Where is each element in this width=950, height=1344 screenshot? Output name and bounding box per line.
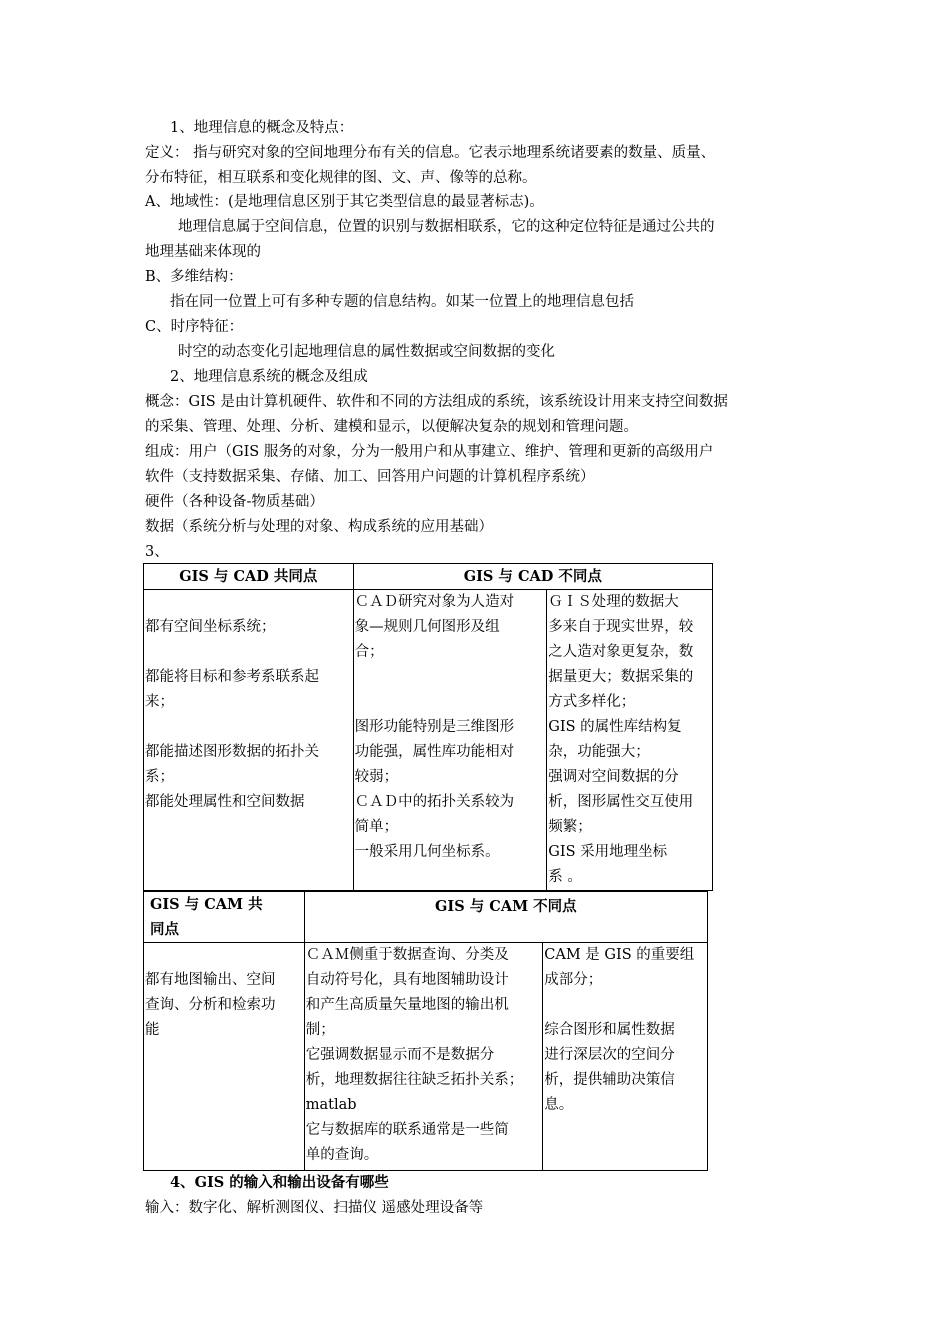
feature-b-text: 指在同一位置上可有多种专题的信息结构。如某一位置上的地理信息包括	[170, 294, 634, 310]
section-1-title: 1、地理信息的概念及特点：	[170, 120, 354, 136]
cad-diff-cell: ＣＡＤ研究对象为人造对 象—规则几何图形及组 合； 图形功能特别是三维图形 功能强，属性库功能相对 较弱； ＣＡＤ中的拓扑关系较为 简单； 一般采用几何坐标系。	[353, 590, 547, 891]
section-2-title: 2、地理信息系统的概念及组成	[170, 369, 368, 385]
gis-cam-table	[143, 891, 708, 1171]
gis-cad-same-header: GIS 与 CAD 共同点	[144, 564, 354, 590]
feature-a-heading: A、地域性：(是地理信息区别于其它类型信息的最显著标志)。	[145, 194, 544, 210]
concept-line-2: 的采集、管理、处理、分析、建模和显示，以便解决复杂的规划和管理问题。	[145, 419, 638, 435]
gis-cam-same-cell: 都有地图输出、空间 查询、分析和检索功 能	[144, 943, 305, 1171]
composition-users: 组成：用户（GIS 服务的对象，分为一般用户和从事建立、维护、管理和更新的高级用户	[145, 444, 714, 460]
feature-a-text-1: 地理信息属于空间信息，位置的识别与数据相联系，它的这种定位特征是通过公共的	[178, 219, 715, 235]
feature-b-heading: B、多维结构：	[145, 269, 243, 285]
input-devices: 输入：数字化、解析测图仪、扫描仪 遥感处理设备等	[145, 1200, 484, 1216]
definition-line-1: 定义： 指与研究对象的空间地理分布有关的信息。它表示地理系统诸要素的数量、质量、	[145, 145, 716, 161]
composition-data: 数据（系统分析与处理的对象、构成系统的应用基础）	[145, 519, 493, 535]
concept-line-1: 概念：GIS 是由计算机硬件、软件和不同的方法组成的系统，该系统设计用来支持空间数据	[145, 394, 728, 410]
gis-cad-same-cell: 都有空间坐标系统； 都能将目标和参考系联系起 来； 都能描述图形数据的拓扑关 系； 都能处理属性和空间数据	[144, 590, 354, 891]
gis-diff-cell: ＧＩＳ处理的数据大 多来自于现实世界，较 之人造对象更复杂，数 据量更大；数据采集的 方式多样化； GIS 的属性库结构复 杂，功能强大； 强调对空间数据的分 析，图形属性交互使用 频繁； GIS 采用地理坐标 系 。	[547, 590, 713, 891]
section-4-title: 4、GIS 的输入和输出设备有哪些	[170, 1174, 389, 1191]
gis-cam-same-header: GIS 与 CAM 共 同点	[144, 892, 305, 943]
section-3-title: 3、	[145, 544, 169, 560]
gis-cam-diff-cell: CAM 是 GIS 的重要组 成部分； 综合图形和属性数据 进行深层次的空间分 析，提供辅助决策信 息。	[543, 943, 708, 1171]
composition-hardware: 硬件（各种设备-物质基础）	[145, 494, 324, 510]
feature-c-text: 时空的动态变化引起地理信息的属性数据或空间数据的变化	[178, 344, 555, 360]
gis-cam-diff-header: GIS 与 CAM 不同点	[304, 892, 707, 943]
gis-cad-table	[143, 563, 713, 891]
feature-a-text-2: 地理基础来体现的	[145, 244, 261, 260]
cam-diff-cell: ＣＡＭ侧重于数据查询、分类及 自动符号化，具有地图辅助设计 和产生高质量矢量地图的输出机 制； 它强调数据显示而不是数据分 析，地理数据往往缺乏拓扑关系； matlab 它与数据库的联系通常是一些简 单的查询。	[304, 943, 543, 1171]
gis-cad-diff-header: GIS 与 CAD 不同点	[353, 564, 712, 590]
definition-line-2: 分布特征，相互联系和变化规律的图、文、声、像等的总称。	[145, 170, 537, 186]
composition-software: 软件（支持数据采集、存储、加工、回答用户问题的计算机程序系统）	[145, 469, 595, 485]
feature-c-heading: C、时序特征：	[145, 319, 244, 335]
